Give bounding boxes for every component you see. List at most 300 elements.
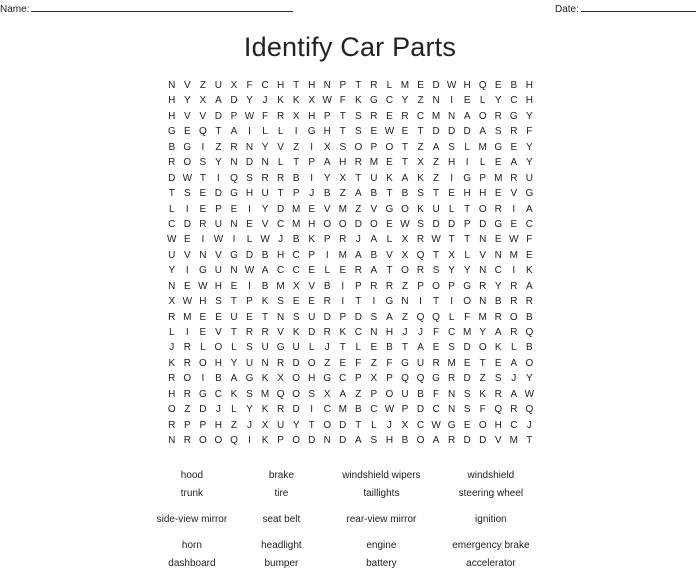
grid-letter: D <box>276 203 285 215</box>
grid-letter: M <box>478 311 487 323</box>
grid-letter: X <box>323 141 331 153</box>
grid-letter: B <box>292 234 300 246</box>
grid-letter: S <box>215 296 222 308</box>
grid-row <box>164 294 537 309</box>
grid-letter: R <box>494 203 502 215</box>
grid-letter: Y <box>215 157 222 169</box>
grid-letter: O <box>401 265 409 277</box>
grid-letter: P <box>246 296 253 308</box>
grid-letter: T <box>168 188 175 200</box>
grid-letter: B <box>401 188 409 200</box>
grid-letter: Y <box>526 141 533 153</box>
grid-letter: M <box>338 249 347 261</box>
grid-letter: E <box>199 327 207 338</box>
grid-letter: O <box>509 311 518 323</box>
grid-letter: A <box>355 188 362 200</box>
grid-letter: V <box>199 110 207 122</box>
grid-letter: E <box>386 110 393 122</box>
grid-letter: I <box>465 157 469 169</box>
grid-letter: I <box>201 141 205 153</box>
grid-letter: V <box>277 141 284 153</box>
grid-letter: A <box>526 280 533 292</box>
grid-letter: L <box>168 203 175 215</box>
grid-letter: L <box>277 126 284 138</box>
grid-letter: Z <box>479 373 486 385</box>
date-label: Date: <box>555 4 579 15</box>
grid-letter: T <box>339 110 346 122</box>
grid-row <box>164 402 537 417</box>
grid-letter: F <box>433 327 440 338</box>
grid-letter: M <box>276 280 285 292</box>
grid-letter: L <box>277 157 284 169</box>
grid-letter: Y <box>448 265 455 277</box>
grid-letter: R <box>510 404 518 416</box>
grid-letter: H <box>308 110 316 122</box>
grid-letter: R <box>168 157 176 169</box>
grid-letter: R <box>261 172 269 184</box>
grid-letter: C <box>276 218 285 230</box>
word-bank-item: accelerator <box>466 557 516 569</box>
grid-letter: G <box>369 95 378 107</box>
grid-letter: C <box>416 110 425 122</box>
grid-letter: F <box>464 311 471 323</box>
grid-letter: Q <box>416 249 425 261</box>
grid-letter: H <box>199 296 207 308</box>
grid-letter: R <box>494 311 502 323</box>
grid-letter: G <box>432 373 440 385</box>
grid-letter: D <box>308 327 316 338</box>
grid-letter: S <box>246 342 253 354</box>
grid-letter: T <box>308 419 315 431</box>
grid-letter: V <box>479 249 487 261</box>
grid-letter: V <box>215 249 222 261</box>
grid-letter: R <box>494 388 502 400</box>
grid-letter: T <box>277 188 284 200</box>
grid-letter: Q <box>230 435 238 447</box>
grid-letter: E <box>386 157 393 169</box>
grid-letter: O <box>385 388 394 400</box>
grid-letter: V <box>323 203 331 215</box>
word-bank-item: taillights <box>363 487 400 499</box>
grid-letter: U <box>214 265 223 277</box>
grid-letter: U <box>245 357 254 369</box>
grid-letter: J <box>324 342 330 354</box>
grid-letter: A <box>370 265 378 277</box>
date-blank-line[interactable] <box>581 2 696 12</box>
grid-letter: J <box>526 419 532 431</box>
grid-letter: T <box>339 342 346 354</box>
grid-letter: Q <box>525 404 534 416</box>
word-bank-item: brake <box>268 469 294 481</box>
grid-letter: N <box>494 249 502 261</box>
grid-letter: G <box>385 203 394 215</box>
grid-letter: R <box>416 234 425 246</box>
grid-letter: I <box>201 373 205 385</box>
grid-letter: F <box>526 234 533 246</box>
word-bank-item: trunk <box>180 487 204 499</box>
word-bank-item: rear-view mirror <box>346 513 417 525</box>
grid-letter: W <box>182 296 193 308</box>
grid-letter: X <box>292 280 300 292</box>
grid-letter: S <box>339 141 347 153</box>
grid-letter: P <box>183 419 191 431</box>
grid-letter: L <box>479 95 486 107</box>
grid-letter: R <box>448 373 456 385</box>
word-bank-row <box>150 536 548 554</box>
grid-letter: E <box>463 419 471 431</box>
grid-letter: D <box>354 311 362 323</box>
grid-letter: C <box>432 404 440 416</box>
grid-letter: R <box>183 388 191 400</box>
grid-letter: W <box>384 404 395 416</box>
grid-letter: L <box>464 141 470 153</box>
grid-letter: A <box>510 357 518 369</box>
grid-letter: A <box>339 388 347 400</box>
grid-letter: C <box>339 373 347 385</box>
word-bank-item: emergency brake <box>452 539 530 551</box>
grid-letter: O <box>478 419 487 431</box>
grid-letter: B <box>386 342 393 354</box>
grid-letter: H <box>385 327 394 338</box>
grid-letter: C <box>276 265 285 277</box>
grid-letter: K <box>261 435 269 447</box>
grid-row <box>164 248 537 263</box>
grid-letter: I <box>232 234 236 246</box>
grid-letter: R <box>183 357 191 369</box>
grid-letter: Y <box>323 172 331 184</box>
grid-letter: R <box>510 126 518 138</box>
grid-letter: E <box>448 188 455 200</box>
grid-letter: A <box>510 157 518 169</box>
grid-letter: R <box>276 404 285 416</box>
grid-letter: B <box>370 188 378 200</box>
grid-letter: G <box>198 265 207 277</box>
grid-letter: Y <box>401 95 409 107</box>
grid-letter: A <box>230 373 238 385</box>
grid-letter: D <box>168 172 176 184</box>
grid-letter: N <box>323 80 331 91</box>
name-blank-line[interactable] <box>31 2 293 12</box>
grid-letter: G <box>276 342 285 354</box>
grid-letter: N <box>276 311 285 323</box>
grid-letter: K <box>277 95 284 107</box>
grid-letter: H <box>385 435 394 447</box>
grid-letter: A <box>463 110 471 122</box>
grid-letter: J <box>402 327 408 338</box>
grid-letter: R <box>339 234 347 246</box>
grid-letter: I <box>372 296 376 308</box>
grid-letter: I <box>310 172 314 184</box>
grid-letter: I <box>248 203 251 215</box>
grid-letter: A <box>355 435 362 447</box>
grid-letter: C <box>385 95 394 107</box>
word-bank-row <box>150 554 548 572</box>
grid-letter: K <box>292 327 300 338</box>
grid-letter: A <box>432 435 440 447</box>
grid-letter: D <box>292 357 300 369</box>
grid-letter: C <box>525 218 533 230</box>
grid-row <box>164 171 537 186</box>
grid-letter: L <box>464 249 470 261</box>
grid-letter: I <box>450 296 453 308</box>
grid-letter: X <box>448 249 455 261</box>
grid-letter: B <box>168 141 176 153</box>
grid-letter: N <box>370 327 378 338</box>
grid-letter: V <box>494 435 502 447</box>
grid-letter: O <box>183 157 192 169</box>
grid-letter: N <box>168 280 176 292</box>
grid-letter: X <box>339 172 347 184</box>
grid-letter: A <box>370 234 378 246</box>
grid-letter: M <box>431 110 441 122</box>
grid-letter: X <box>401 249 409 261</box>
grid-letter: D <box>183 218 191 230</box>
grid-letter: T <box>433 188 440 200</box>
grid-letter: E <box>199 203 207 215</box>
grid-row <box>164 124 537 139</box>
grid-letter: U <box>525 172 533 184</box>
grid-letter: R <box>245 327 254 338</box>
grid-letter: R <box>416 265 425 277</box>
grid-letter: H <box>479 188 487 200</box>
grid-letter: D <box>463 373 471 385</box>
grid-letter: Z <box>417 95 424 107</box>
grid-letter: Y <box>246 95 253 107</box>
grid-letter: K <box>355 95 362 107</box>
grid-letter: T <box>448 234 455 246</box>
grid-letter: O <box>214 435 223 447</box>
grid-letter: N <box>168 80 176 91</box>
grid-letter: F <box>433 388 440 400</box>
grid-letter: E <box>494 357 502 369</box>
grid-letter: U <box>276 419 285 431</box>
grid-letter: L <box>386 234 393 246</box>
grid-letter: T <box>293 80 300 91</box>
grid-letter: M <box>338 203 347 215</box>
grid-letter: Y <box>246 404 253 416</box>
grid-letter: A <box>230 126 238 138</box>
grid-letter: Z <box>339 188 346 200</box>
grid-letter: K <box>261 373 269 385</box>
grid-letter: A <box>479 126 487 138</box>
grid-letter: G <box>230 188 238 200</box>
grid-letter: L <box>511 342 517 354</box>
grid-letter: A <box>510 388 518 400</box>
grid-letter: E <box>494 157 502 169</box>
grid-letter: B <box>526 342 533 354</box>
grid-letter: D <box>479 435 487 447</box>
grid-row <box>164 340 537 355</box>
grid-letter: W <box>384 126 395 138</box>
grid-letter: H <box>214 280 223 292</box>
grid-letter: P <box>323 110 331 122</box>
grid-letter: U <box>214 80 223 91</box>
grid-letter: H <box>168 110 176 122</box>
name-field[interactable] <box>0 2 293 15</box>
grid-letter: Q <box>478 80 487 91</box>
grid-letter: P <box>215 203 222 215</box>
name-label: Name: <box>0 4 30 15</box>
grid-letter: R <box>168 311 176 323</box>
grid-letter: O <box>214 342 223 354</box>
grid-row <box>164 186 537 201</box>
grid-letter: Y <box>494 95 502 107</box>
grid-letter: B <box>526 311 533 323</box>
grid-letter: E <box>510 141 518 153</box>
date-field[interactable] <box>555 2 696 15</box>
grid-letter: Z <box>370 357 377 369</box>
grid-letter: K <box>386 172 393 184</box>
grid-letter: U <box>292 342 300 354</box>
grid-letter: Q <box>198 126 207 138</box>
grid-letter: N <box>448 404 456 416</box>
grid-letter: R <box>479 280 487 292</box>
grid-letter: D <box>245 249 254 261</box>
grid-letter: B <box>494 296 502 308</box>
grid-letter: S <box>355 110 362 122</box>
grid-letter: C <box>494 265 502 277</box>
grid-letter: J <box>355 234 361 246</box>
word-bank-item: seat belt <box>262 513 301 525</box>
grid-letter: T <box>386 188 393 200</box>
grid-letter: M <box>478 141 487 153</box>
grid-letter: T <box>339 126 346 138</box>
word-bank-row <box>150 466 548 484</box>
grid-letter: G <box>494 218 503 230</box>
grid-letter: J <box>418 327 424 338</box>
grid-letter: P <box>401 404 409 416</box>
grid-letter: K <box>339 327 347 338</box>
grid-letter: P <box>277 435 284 447</box>
grid-letter: M <box>291 218 301 230</box>
grid-letter: V <box>510 188 518 200</box>
grid-letter: M <box>494 172 503 184</box>
grid-letter: D <box>448 218 456 230</box>
grid-letter: X <box>417 157 424 169</box>
grid-letter: S <box>432 265 440 277</box>
grid-letter: O <box>292 435 301 447</box>
grid-letter: U <box>416 357 425 369</box>
grid-letter: C <box>168 218 176 230</box>
grid-letter: H <box>323 126 331 138</box>
grid-letter: S <box>370 311 378 323</box>
grid-letter: Q <box>525 327 534 338</box>
word-bank-item: battery <box>366 557 397 569</box>
grid-letter: N <box>245 141 254 153</box>
grid-letter: Y <box>230 357 238 369</box>
grid-letter: N <box>479 296 487 308</box>
grid-letter: X <box>277 373 284 385</box>
word-bank-item: hood <box>180 469 204 481</box>
grid-letter: K <box>417 172 424 184</box>
grid-letter: Z <box>355 388 362 400</box>
grid-letter: Q <box>416 373 425 385</box>
grid-letter: S <box>448 342 455 354</box>
grid-letter: K <box>168 357 176 369</box>
grid-letter: D <box>479 218 487 230</box>
grid-letter: S <box>417 218 424 230</box>
grid-letter: Y <box>526 110 533 122</box>
grid-letter: J <box>309 188 315 200</box>
grid-letter: N <box>401 296 409 308</box>
grid-letter: D <box>354 218 362 230</box>
grid-letter: X <box>230 80 238 91</box>
grid-letter: Y <box>479 327 487 338</box>
grid-letter: E <box>183 280 191 292</box>
grid-letter: G <box>230 249 238 261</box>
grid-letter: Y <box>183 95 191 107</box>
grid-letter: F <box>526 126 533 138</box>
grid-letter: D <box>463 342 471 354</box>
grid-letter: I <box>310 141 314 153</box>
grid-letter: G <box>307 126 316 138</box>
page-title: Identify Car Parts <box>243 32 457 62</box>
word-bank-item: dashboard <box>168 557 216 569</box>
grid-row <box>164 325 537 340</box>
grid-letter: A <box>526 203 533 215</box>
grid-letter: L <box>371 419 377 431</box>
grid-letter: H <box>276 80 285 91</box>
grid-letter: B <box>417 388 424 400</box>
grid-letter: M <box>509 435 518 447</box>
grid-row <box>164 279 537 294</box>
grid-letter: I <box>294 126 298 138</box>
grid-letter: P <box>355 280 362 292</box>
grid-letter: U <box>261 188 269 200</box>
word-bank-item: headlight <box>261 539 302 551</box>
grid-letter: M <box>369 157 379 169</box>
grid-letter: R <box>230 141 238 153</box>
grid-letter: E <box>230 280 238 292</box>
grid-row <box>164 371 537 386</box>
grid-letter: G <box>525 188 534 200</box>
grid-letter: E <box>308 265 316 277</box>
grid-letter: T <box>401 141 409 153</box>
grid-row <box>164 387 537 402</box>
grid-letter: R <box>276 172 285 184</box>
grid-letter: R <box>261 327 269 338</box>
grid-letter: R <box>448 435 456 447</box>
grid-letter: O <box>307 357 316 369</box>
grid-letter: P <box>292 188 300 200</box>
grid-letter: Y <box>526 373 533 385</box>
grid-letter: D <box>292 404 300 416</box>
grid-letter: T <box>293 157 300 169</box>
grid-letter: N <box>479 234 487 246</box>
grid-letter: E <box>463 95 471 107</box>
grid-letter: D <box>245 157 254 169</box>
grid-letter: D <box>339 435 347 447</box>
grid-letter: T <box>433 296 440 308</box>
grid-letter: E <box>401 126 409 138</box>
grid-letter: W <box>198 280 208 292</box>
grid-letter: R <box>354 157 362 169</box>
grid-letter: I <box>248 435 251 447</box>
grid-letter: T <box>355 80 362 91</box>
grid-letter: E <box>199 311 207 323</box>
grid-letter: Y <box>463 265 471 277</box>
grid-letter: N <box>261 157 269 169</box>
grid-letter: E <box>417 80 424 91</box>
grid-letter: B <box>323 188 331 200</box>
grid-letter: G <box>463 280 472 292</box>
grid-letter: S <box>308 388 316 400</box>
grid-letter: Y <box>261 203 269 215</box>
grid-letter: P <box>370 141 378 153</box>
grid-letter: N <box>448 110 456 122</box>
grid-letter: E <box>183 234 191 246</box>
grid-letter: W <box>182 172 193 184</box>
